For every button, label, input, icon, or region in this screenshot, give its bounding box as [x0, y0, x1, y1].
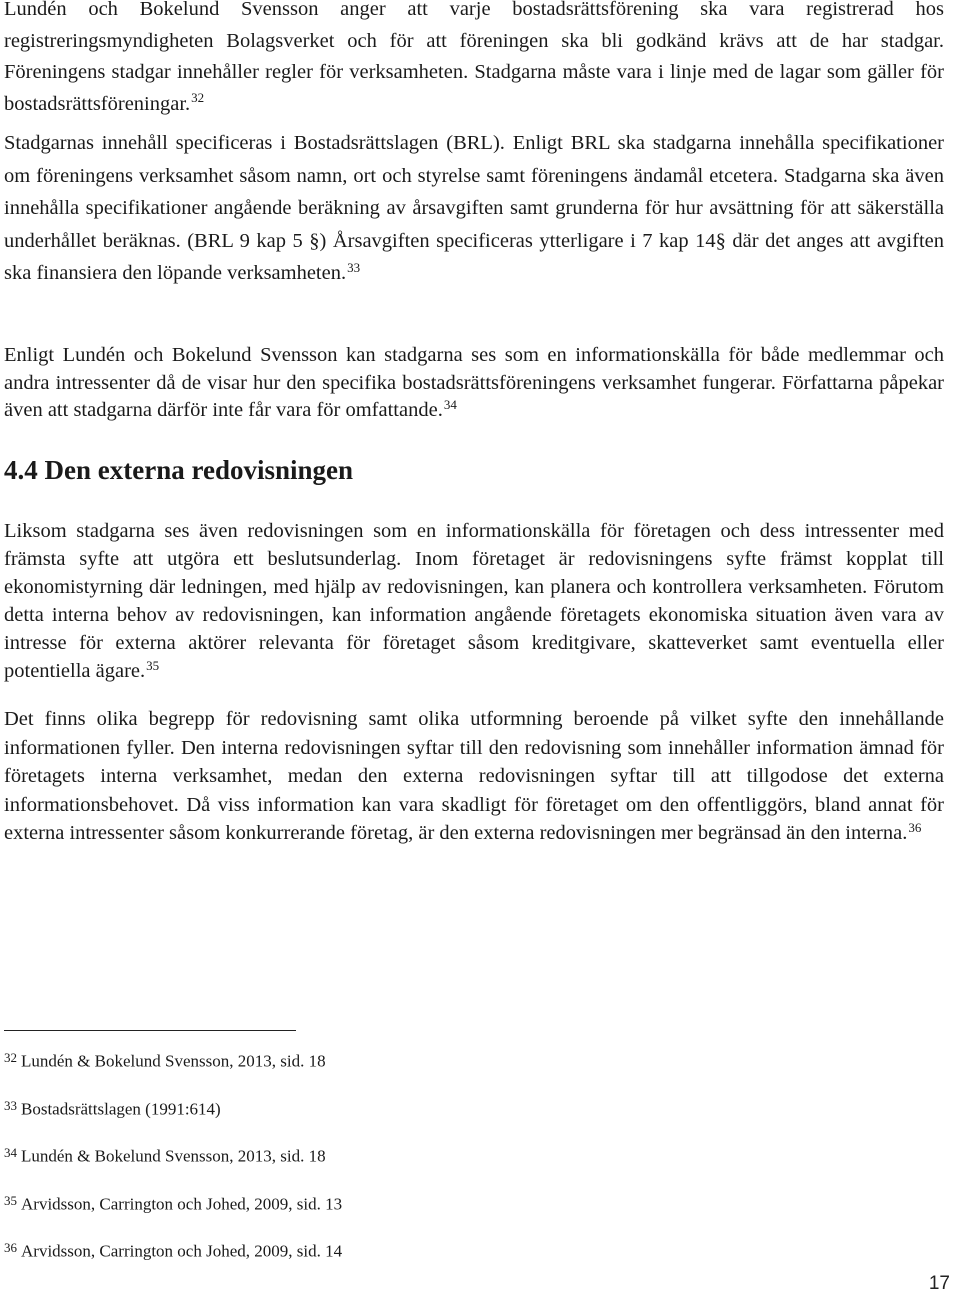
- page-number: 17: [928, 1273, 950, 1294]
- footnote: [4, 1237, 704, 1285]
- footnote-number: 32: [4, 1050, 17, 1065]
- footnote: [4, 1047, 704, 1095]
- footnote-ref: 33: [347, 259, 361, 275]
- footnote: [4, 1190, 704, 1238]
- footnote-text: Arvidsson, Carrington och Johed, 2009, sid. 13: [21, 1194, 343, 1214]
- paragraph-reporting-concepts: [4, 705, 944, 848]
- paragraph-information-source: [4, 342, 944, 425]
- footnote-separator: [4, 1030, 296, 1031]
- footnote-text: Lundén & Bokelund Svensson, 2013, sid. 18: [21, 1051, 326, 1071]
- footnotes-section: [4, 1030, 704, 1285]
- footnote-number: 35: [4, 1192, 17, 1208]
- footnote-number: 36: [4, 1240, 17, 1255]
- paragraph-text: Enligt Lundén och Bokelund Svensson kan stadgarna ses som en informationskälla för både medlemmar och andra intressenter då de visar hur den specifika bostadsrättsföreningens verksamhet fungerar. Författarna påpekar även att stadgarna därför inte får vara för omfattande.: [4, 344, 944, 421]
- footnote-text: Arvidsson, Carrington och Johed, 2009, sid. 14: [21, 1241, 343, 1261]
- footnote: [4, 1142, 704, 1190]
- section-heading: 4.4 Den externa redovisningen: [4, 455, 353, 485]
- paragraph-text: Lundén och Bokelund Svensson anger att varje bostadsrättsförening ska vara registrerad hos registreringsmyndigheten Bolagsverket och för att föreningen ska bli godkänd krävs att de har stadgar. Föreningens stadgar innehåller regler för verksamheten. Stadgarna måste vara i linje med de lagar som gäller för bostadsrättsföreningar.: [4, 0, 944, 115]
- paragraph-registration: [4, 0, 944, 120]
- paragraph-text: Det finns olika begrepp för redovisning samt olika utformning beroende på vilket syfte den innehållande informationen fyller. Den interna redovisningen syftar till den redovisning som innehåller information ämnad för företagets interna verksamhet, medan den externa redovisningen syftar till att tillgodose det externa informationsbehovet. Då viss information kan vara skadligt för företaget om den offentliggörs, bland annat för externa intressenter såsom konkurrerande företag, är den externa redovisningen mer begränsad än den interna.: [4, 708, 944, 844]
- paragraph-text: Stadgarnas innehåll specificeras i Bostadsrättslagen (BRL). Enligt BRL ska stadgarna innehålla specifikationer om föreningens verksamhet såsom namn, ort och styrelse samt föreningens ändamål etcetera. Stadgarna ska även innehålla specifikationer angående beräkning av årsavgiften samt grunderna för hur avsättning för att säkerställa underhållet beräknas. (BRL 9 kap 5 §) Årsavgiften specificeras ytterligare i 7 kap 14§ där det anges att avgiften ska finansiera den löpande verksamheten.: [4, 132, 944, 284]
- footnote-ref: 35: [146, 657, 160, 673]
- paragraph-statutes-content: [4, 127, 944, 290]
- footnote-text: Bostadsrättslagen (1991:614): [21, 1099, 221, 1119]
- footnote-number: 33: [4, 1097, 17, 1113]
- footnote-ref: 32: [191, 90, 205, 106]
- footnote: [4, 1095, 704, 1143]
- footnote-number: 34: [4, 1145, 17, 1160]
- footnote-text: Lundén & Bokelund Svensson, 2013, sid. 18: [21, 1146, 326, 1166]
- paragraph-external-reporting: [4, 517, 944, 685]
- footnote-ref: 34: [443, 396, 457, 412]
- footnote-ref: 36: [908, 819, 922, 835]
- paragraph-text: Liksom stadgarna ses även redovisningen som en informationskälla för företagen och dess intressenter med främsta syfte att utgöra ett beslutsunderlag. Inom företaget är redovisningens syfte främst kopplat till ekonomistyrning där ledningen, med hjälp av redovisningen, kan planera och kontrollera verksamheten. Förutom detta interna behov av redovisningen, kan information angående företagets ekonomiska situation även vara av intresse för externa aktörer relevanta för företaget såsom kreditgivare, skatteverket samt eventuella eller potentiella ägare.: [4, 520, 944, 682]
